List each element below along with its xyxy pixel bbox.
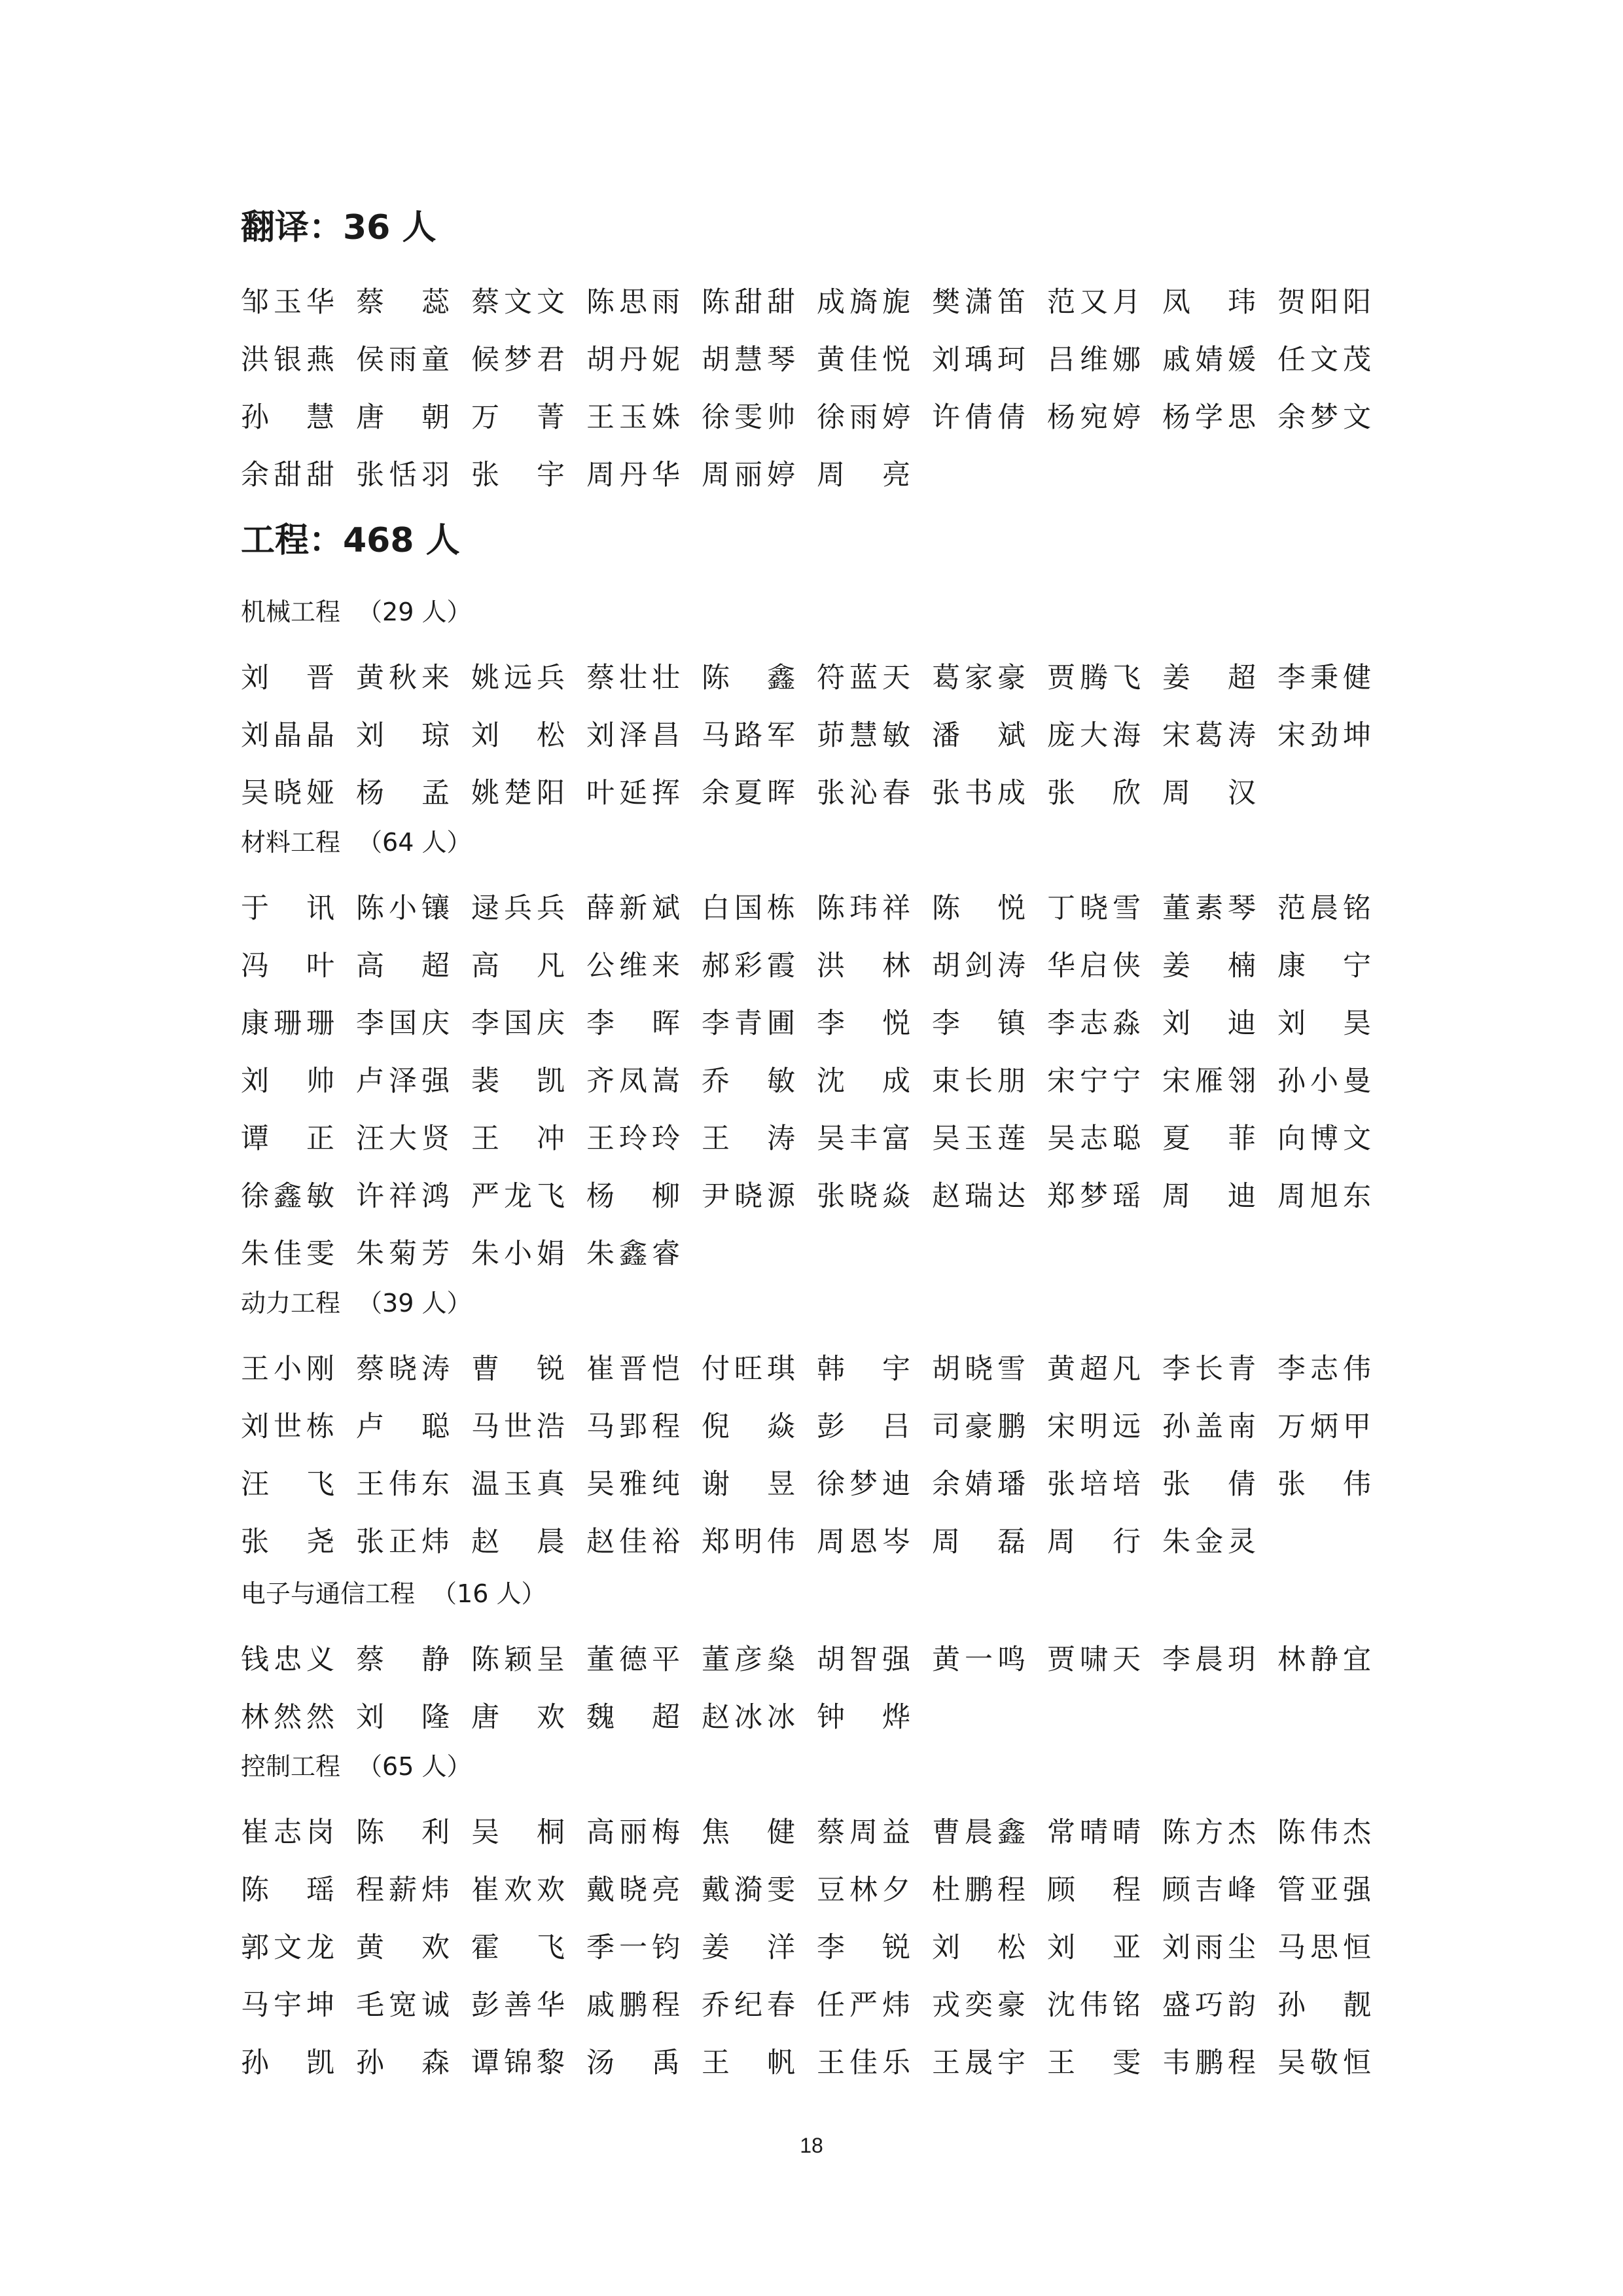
subsection-name: 机械工程 xyxy=(241,598,341,626)
person-name: 候梦君 xyxy=(471,343,565,376)
name-row xyxy=(241,1974,1393,2032)
person-name: 谢 昱 xyxy=(702,1467,796,1501)
person-name: 崔晋恺 xyxy=(586,1352,681,1386)
subsection-name: 动力工程 xyxy=(241,1289,341,1318)
name-row xyxy=(241,1916,1393,1974)
person-name: 郭文龙 xyxy=(241,1931,335,1964)
person-name: 逯兵兵 xyxy=(471,891,565,925)
person-name: 张 伟 xyxy=(1277,1467,1372,1501)
person-name: 姜 超 xyxy=(1162,661,1257,694)
person-name: 曹晨鑫 xyxy=(932,1816,1026,1849)
person-name: 赵冰冰 xyxy=(702,1700,796,1734)
person-name: 陈颖呈 xyxy=(471,1643,565,1676)
name-row xyxy=(241,935,1393,992)
person-name: 张培培 xyxy=(1047,1467,1141,1501)
person-name: 蔡 静 xyxy=(356,1643,450,1676)
name-grid-materials xyxy=(241,877,1393,1280)
person-name: 程薪炜 xyxy=(356,1873,450,1907)
name-row xyxy=(241,762,1393,819)
person-name: 李晨玥 xyxy=(1162,1643,1257,1676)
person-name: 钱忠义 xyxy=(241,1643,335,1676)
person-name: 张 宇 xyxy=(471,458,565,492)
name-row xyxy=(241,1223,1393,1280)
name-row xyxy=(241,1453,1393,1511)
person-name: 张正炜 xyxy=(356,1525,450,1558)
person-name: 杨学思 xyxy=(1162,401,1257,434)
person-name: 朱佳雯 xyxy=(241,1237,335,1270)
person-name: 顾 程 xyxy=(1047,1873,1141,1907)
person-name: 赵 晨 xyxy=(471,1525,565,1558)
person-name: 胡慧琴 xyxy=(702,343,796,376)
person-name: 葛家豪 xyxy=(932,661,1026,694)
subsection-count: （65 人） xyxy=(357,1752,472,1781)
person-name: 李 镇 xyxy=(932,1007,1026,1040)
person-name: 万 菁 xyxy=(471,401,565,434)
person-name: 卢 聪 xyxy=(356,1410,450,1443)
person-name: 刘世栋 xyxy=(241,1410,335,1443)
person-name: 夏 菲 xyxy=(1162,1122,1257,1155)
person-name: 朱菊芳 xyxy=(356,1237,450,1270)
person-name: 陈 利 xyxy=(356,1816,450,1849)
person-name: 任严炜 xyxy=(817,1988,911,2022)
person-name: 周 行 xyxy=(1047,1525,1141,1558)
person-name: 吴丰富 xyxy=(817,1122,911,1155)
person-name: 王 冲 xyxy=(471,1122,565,1155)
person-name: 林然然 xyxy=(241,1700,335,1734)
person-name: 杜鹏程 xyxy=(932,1873,1026,1907)
person-name: 吕维娜 xyxy=(1047,343,1141,376)
person-name: 崔欢欢 xyxy=(471,1873,565,1907)
person-name: 朱小娟 xyxy=(471,1237,565,1270)
person-name: 余婧璠 xyxy=(932,1467,1026,1501)
person-name: 董德平 xyxy=(586,1643,681,1676)
person-name: 孙 森 xyxy=(356,2046,450,2079)
person-name: 倪 焱 xyxy=(702,1410,796,1443)
person-name: 戚婧媛 xyxy=(1162,343,1257,376)
person-name: 范晨铭 xyxy=(1277,891,1372,925)
person-name: 范又月 xyxy=(1047,285,1141,319)
person-name: 朱鑫睿 xyxy=(586,1237,681,1270)
person-name: 蔡壮壮 xyxy=(586,661,681,694)
person-name: 杨宛婷 xyxy=(1047,401,1141,434)
person-name: 唐 朝 xyxy=(356,401,450,434)
person-name: 马思恒 xyxy=(1277,1931,1372,1964)
person-name: 马宇坤 xyxy=(241,1988,335,2022)
name-row xyxy=(241,1107,1393,1165)
person-name: 凤 玮 xyxy=(1162,285,1257,319)
person-name: 胡智强 xyxy=(817,1643,911,1676)
person-name: 黄佳悦 xyxy=(817,343,911,376)
person-name: 张 尧 xyxy=(241,1525,335,1558)
name-grid-control xyxy=(241,1801,1393,2089)
person-name: 周 迪 xyxy=(1162,1179,1257,1213)
person-name: 马郢程 xyxy=(586,1410,681,1443)
person-name: 姚楚阳 xyxy=(471,776,565,810)
person-name: 张沁春 xyxy=(817,776,911,810)
person-name: 陈 瑶 xyxy=(241,1873,335,1907)
person-name: 张恬羽 xyxy=(356,458,450,492)
person-name: 戚鹏程 xyxy=(586,1988,681,2022)
subsection-name: 材料工程 xyxy=(241,828,341,857)
person-name: 蔡周益 xyxy=(817,1816,911,1849)
person-name: 李秉健 xyxy=(1277,661,1372,694)
person-name: 严龙飞 xyxy=(471,1179,565,1213)
person-name: 徐雯帅 xyxy=(702,401,796,434)
person-name: 谭 正 xyxy=(241,1122,335,1155)
person-name: 汤 禹 xyxy=(586,2046,681,2079)
section-title-engineering: 工程：468 人 xyxy=(241,521,460,560)
person-name: 戴晓亮 xyxy=(586,1873,681,1907)
person-name: 汪 飞 xyxy=(241,1467,335,1501)
person-name: 胡晓雪 xyxy=(932,1352,1026,1386)
person-name: 汪大贤 xyxy=(356,1122,450,1155)
person-name: 乔纪春 xyxy=(702,1988,796,2022)
person-name: 刘 松 xyxy=(471,719,565,752)
person-name: 常晴晴 xyxy=(1047,1816,1141,1849)
person-name: 任文茂 xyxy=(1277,343,1372,376)
person-name: 向博文 xyxy=(1277,1122,1372,1155)
person-name: 李志淼 xyxy=(1047,1007,1141,1040)
person-name: 公维来 xyxy=(586,949,681,982)
person-name: 白国栋 xyxy=(702,891,796,925)
person-name: 谭锦黎 xyxy=(471,2046,565,2079)
person-name: 张书成 xyxy=(932,776,1026,810)
name-grid-electronics xyxy=(241,1628,1393,1744)
person-name: 万炳甲 xyxy=(1277,1410,1372,1443)
person-name: 彭 吕 xyxy=(817,1410,911,1443)
subsection-count: （39 人） xyxy=(357,1289,472,1318)
person-name: 周 磊 xyxy=(932,1525,1026,1558)
person-name: 董彦燊 xyxy=(702,1643,796,1676)
person-name: 庞大海 xyxy=(1047,719,1141,752)
person-name: 陈玮祥 xyxy=(817,891,911,925)
person-name: 宋雁翎 xyxy=(1162,1064,1257,1098)
person-name: 韦鹏程 xyxy=(1162,2046,1257,2079)
name-row xyxy=(241,386,1393,444)
name-row xyxy=(241,271,1393,329)
subsection-count: （16 人） xyxy=(432,1579,546,1608)
person-name: 温玉真 xyxy=(471,1467,565,1501)
person-name: 贾啸天 xyxy=(1047,1643,1141,1676)
person-name: 周旭东 xyxy=(1277,1179,1372,1213)
person-name: 姚远兵 xyxy=(471,661,565,694)
person-name: 康珊珊 xyxy=(241,1007,335,1040)
person-name: 姜 洋 xyxy=(702,1931,796,1964)
person-name: 戴漪雯 xyxy=(702,1873,796,1907)
person-name: 余梦文 xyxy=(1277,401,1372,434)
person-name: 刘雨尘 xyxy=(1162,1931,1257,1964)
person-name: 张晓焱 xyxy=(817,1179,911,1213)
person-name: 叶延挥 xyxy=(586,776,681,810)
person-name: 王玲玲 xyxy=(586,1122,681,1155)
person-name: 魏 超 xyxy=(586,1700,681,1734)
person-name: 赵瑞达 xyxy=(932,1179,1026,1213)
person-name: 刘 迪 xyxy=(1162,1007,1257,1040)
name-grid-translation xyxy=(241,271,1393,501)
person-name: 豆林夕 xyxy=(817,1873,911,1907)
person-name: 卢泽强 xyxy=(356,1064,450,1098)
person-name: 李国庆 xyxy=(471,1007,565,1040)
person-name: 陈小镶 xyxy=(356,891,450,925)
person-name: 吴志聪 xyxy=(1047,1122,1141,1155)
person-name: 陈 悦 xyxy=(932,891,1026,925)
name-row xyxy=(241,1338,1393,1395)
person-name: 李长青 xyxy=(1162,1352,1257,1386)
person-name: 孙 凯 xyxy=(241,2046,335,2079)
person-name: 李志伟 xyxy=(1277,1352,1372,1386)
name-grid-power xyxy=(241,1338,1393,1568)
person-name: 盛巧韵 xyxy=(1162,1988,1257,2022)
person-name: 蔡 蕊 xyxy=(356,285,450,319)
person-name: 黄一鸣 xyxy=(932,1643,1026,1676)
person-name: 胡丹妮 xyxy=(586,343,681,376)
person-name: 黄 欢 xyxy=(356,1931,450,1964)
person-name: 王玉姝 xyxy=(586,401,681,434)
person-name: 张 欣 xyxy=(1047,776,1141,810)
subsection-title-mechanical xyxy=(241,597,471,627)
subsection-title-control xyxy=(241,1751,471,1782)
person-name: 陈方杰 xyxy=(1162,1816,1257,1849)
person-name: 霍 飞 xyxy=(471,1931,565,1964)
person-name: 孙 慧 xyxy=(241,401,335,434)
person-name: 孙小曼 xyxy=(1277,1064,1372,1098)
name-row xyxy=(241,1628,1393,1686)
person-name: 薛新斌 xyxy=(586,891,681,925)
person-name: 李 锐 xyxy=(817,1931,911,1964)
person-name: 徐梦迪 xyxy=(817,1467,911,1501)
person-name: 侯雨童 xyxy=(356,343,450,376)
person-name: 成旖旎 xyxy=(817,285,911,319)
person-name: 沈伟铭 xyxy=(1047,1988,1141,2022)
person-name: 齐凤嵩 xyxy=(586,1064,681,1098)
person-name: 陈伟杰 xyxy=(1277,1816,1372,1849)
person-name: 丁晓雪 xyxy=(1047,891,1141,925)
person-name: 洪银燕 xyxy=(241,343,335,376)
person-name: 刘 松 xyxy=(932,1931,1026,1964)
person-name: 王伟东 xyxy=(356,1467,450,1501)
person-name: 吴 桐 xyxy=(471,1816,565,1849)
person-name: 朱金灵 xyxy=(1162,1525,1257,1558)
person-name: 刘瑀珂 xyxy=(932,343,1026,376)
person-name: 彭善华 xyxy=(471,1988,565,2022)
person-name: 李 晖 xyxy=(586,1007,681,1040)
name-row xyxy=(241,1050,1393,1107)
person-name: 周丹华 xyxy=(586,458,681,492)
person-name: 刘 亚 xyxy=(1047,1931,1141,1964)
person-name: 宋宁宁 xyxy=(1047,1064,1141,1098)
subsection-title-materials xyxy=(241,827,471,857)
person-name: 司豪鹏 xyxy=(932,1410,1026,1443)
person-name: 余甜甜 xyxy=(241,458,335,492)
person-name: 徐鑫敏 xyxy=(241,1179,335,1213)
person-name: 许倩倩 xyxy=(932,401,1026,434)
person-name: 冯 叶 xyxy=(241,949,335,982)
subsection-count: （64 人） xyxy=(357,828,472,857)
person-name: 吴晓娅 xyxy=(241,776,335,810)
name-row xyxy=(241,444,1393,501)
person-name: 王晟宇 xyxy=(932,2046,1026,2079)
name-row xyxy=(241,1165,1393,1223)
person-name: 茆慧敏 xyxy=(817,719,911,752)
person-name: 唐 欢 xyxy=(471,1700,565,1734)
name-row xyxy=(241,1686,1393,1744)
page-number: 18 xyxy=(800,2134,823,2157)
person-name: 宋明远 xyxy=(1047,1410,1141,1443)
person-name: 周恩岑 xyxy=(817,1525,911,1558)
person-name: 刘 帅 xyxy=(241,1064,335,1098)
person-name: 高 超 xyxy=(356,949,450,982)
person-name: 沈 成 xyxy=(817,1064,911,1098)
name-row xyxy=(241,1859,1393,1916)
subsection-name: 电子与通信工程 xyxy=(241,1579,416,1608)
person-name: 高 凡 xyxy=(471,949,565,982)
person-name: 郑明伟 xyxy=(702,1525,796,1558)
person-name: 杨 柳 xyxy=(586,1179,681,1213)
person-name: 刘 昊 xyxy=(1277,1007,1372,1040)
person-name: 吴玉莲 xyxy=(932,1122,1026,1155)
person-name: 顾吉峰 xyxy=(1162,1873,1257,1907)
person-name: 王 帆 xyxy=(702,2046,796,2079)
person-name: 郑梦瑶 xyxy=(1047,1179,1141,1213)
subsection-count: （29 人） xyxy=(357,598,472,626)
section-title-translation: 翻译：36 人 xyxy=(241,208,437,247)
person-name: 吴敬恒 xyxy=(1277,2046,1372,2079)
person-name: 曹 锐 xyxy=(471,1352,565,1386)
person-name: 刘晶晶 xyxy=(241,719,335,752)
person-name: 乔 敏 xyxy=(702,1064,796,1098)
person-name: 黄秋来 xyxy=(356,661,450,694)
person-name: 李国庆 xyxy=(356,1007,450,1040)
person-name: 王佳乐 xyxy=(817,2046,911,2079)
person-name: 钟 烨 xyxy=(817,1700,911,1734)
person-name: 郝彩霞 xyxy=(702,949,796,982)
person-name: 董素琴 xyxy=(1162,891,1257,925)
name-row xyxy=(241,2032,1393,2089)
person-name: 季一钧 xyxy=(586,1931,681,1964)
subsection-title-power xyxy=(241,1288,471,1318)
subsection-title-electronics xyxy=(241,1579,546,1609)
person-name: 樊潇笛 xyxy=(932,285,1026,319)
person-name: 蔡晓涛 xyxy=(356,1352,450,1386)
person-name: 李 悦 xyxy=(817,1007,911,1040)
person-name: 崔志岗 xyxy=(241,1816,335,1849)
person-name: 付旺琪 xyxy=(702,1352,796,1386)
person-name: 胡剑涛 xyxy=(932,949,1026,982)
person-name: 余夏晖 xyxy=(702,776,796,810)
person-name: 王小刚 xyxy=(241,1352,335,1386)
person-name: 徐雨婷 xyxy=(817,401,911,434)
person-name: 刘 晋 xyxy=(241,661,335,694)
person-name: 贾腾飞 xyxy=(1047,661,1141,694)
person-name: 高丽梅 xyxy=(586,1816,681,1849)
person-name: 陈 鑫 xyxy=(702,661,796,694)
person-name: 杨 孟 xyxy=(356,776,450,810)
name-row xyxy=(241,1511,1393,1568)
person-name: 王 涛 xyxy=(702,1122,796,1155)
person-name: 孙 靓 xyxy=(1277,1988,1372,2022)
person-name: 裴 凯 xyxy=(471,1064,565,1098)
person-name: 管亚强 xyxy=(1277,1873,1372,1907)
person-name: 陈甜甜 xyxy=(702,285,796,319)
name-grid-mechanical xyxy=(241,647,1393,819)
person-name: 宋劲坤 xyxy=(1277,719,1372,752)
person-name: 戎奕豪 xyxy=(932,1988,1026,2022)
person-name: 林静宜 xyxy=(1277,1643,1372,1676)
person-name: 周 汉 xyxy=(1162,776,1257,810)
person-name: 马世浩 xyxy=(471,1410,565,1443)
name-row xyxy=(241,877,1393,935)
person-name: 符蓝天 xyxy=(817,661,911,694)
person-name: 贺阳阳 xyxy=(1277,285,1372,319)
person-name: 邹玉华 xyxy=(241,285,335,319)
name-row xyxy=(241,647,1393,704)
person-name: 尹晓源 xyxy=(702,1179,796,1213)
person-name: 韩 宇 xyxy=(817,1352,911,1386)
person-name: 陈思雨 xyxy=(586,285,681,319)
name-row xyxy=(241,992,1393,1050)
person-name: 李青圃 xyxy=(702,1007,796,1040)
person-name: 毛宽诚 xyxy=(356,1988,450,2022)
person-name: 刘泽昌 xyxy=(586,719,681,752)
person-name: 潘 斌 xyxy=(932,719,1026,752)
person-name: 黄超凡 xyxy=(1047,1352,1141,1386)
subsection-name: 控制工程 xyxy=(241,1752,341,1781)
person-name: 刘 隆 xyxy=(356,1700,450,1734)
person-name: 刘 琼 xyxy=(356,719,450,752)
person-name: 马路军 xyxy=(702,719,796,752)
person-name: 姜 楠 xyxy=(1162,949,1257,982)
person-name: 张 倩 xyxy=(1162,1467,1257,1501)
person-name: 洪 林 xyxy=(817,949,911,982)
person-name: 宋葛涛 xyxy=(1162,719,1257,752)
person-name: 赵佳裕 xyxy=(586,1525,681,1558)
name-row xyxy=(241,1801,1393,1859)
person-name: 华启侠 xyxy=(1047,949,1141,982)
person-name: 周 亮 xyxy=(817,458,911,492)
person-name: 许祥鸿 xyxy=(356,1179,450,1213)
name-row xyxy=(241,1395,1393,1453)
person-name: 蔡文文 xyxy=(471,285,565,319)
person-name: 周丽婷 xyxy=(702,458,796,492)
person-name: 吴雅纯 xyxy=(586,1467,681,1501)
person-name: 王 雯 xyxy=(1047,2046,1141,2079)
person-name: 于 讯 xyxy=(241,891,335,925)
person-name: 束长朋 xyxy=(932,1064,1026,1098)
name-row xyxy=(241,329,1393,386)
person-name: 康 宁 xyxy=(1277,949,1372,982)
name-row xyxy=(241,704,1393,762)
person-name: 孙盖南 xyxy=(1162,1410,1257,1443)
person-name: 焦 健 xyxy=(702,1816,796,1849)
